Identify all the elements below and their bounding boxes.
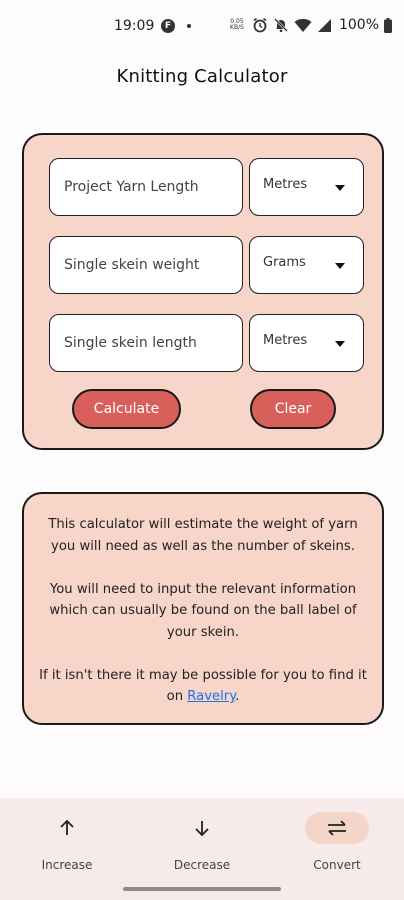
dropdown-selected-value: Metres xyxy=(263,333,308,348)
page-title: Knitting Calculator xyxy=(116,66,288,87)
nav-label: Convert xyxy=(313,858,361,872)
dropdown-selected-value: Metres xyxy=(263,177,308,192)
network-speed-indicator xyxy=(227,19,247,31)
alarm-icon xyxy=(252,17,268,33)
cellular-signal-icon xyxy=(317,18,332,33)
home-gesture-bar[interactable] xyxy=(123,887,281,891)
nav-icon-container-active xyxy=(305,812,369,844)
battery-icon xyxy=(384,18,392,33)
input-placeholder: Project Yarn Length xyxy=(64,179,199,195)
info-paragraph-suffix: . xyxy=(235,689,240,704)
info-paragraph: This calculator will estimate the weight of yarn you will need as well as the number of skeins. xyxy=(48,517,358,554)
single-skein-weight-input[interactable] xyxy=(49,236,243,294)
nav-icon-container xyxy=(170,812,234,844)
arrow-down-icon xyxy=(192,818,212,838)
dropdown-arrow-icon xyxy=(335,263,345,269)
project-yarn-length-unit-dropdown[interactable] xyxy=(249,158,364,216)
info-paragraph: You will need to input the relevant information which can usually be found on the ball label of your skein. xyxy=(49,581,357,640)
ravelry-link[interactable]: Ravelry xyxy=(187,689,236,704)
info-paragraph-text: If it isn't there it may be possible for you to find it on xyxy=(39,667,367,704)
nav-item-increase[interactable] xyxy=(7,812,127,872)
notification-app-icon: F xyxy=(161,19,175,33)
project-yarn-length-input[interactable] xyxy=(49,158,243,216)
nav-label: Decrease xyxy=(173,858,231,872)
single-skein-weight-unit-dropdown[interactable] xyxy=(249,236,364,294)
notifications-off-icon xyxy=(273,17,289,33)
clear-button[interactable]: Clear xyxy=(250,389,336,429)
info-paragraph xyxy=(38,665,368,708)
nav-item-convert[interactable] xyxy=(277,812,397,872)
info-card xyxy=(22,492,384,725)
arrow-up-icon xyxy=(57,818,77,838)
status-notification-icons xyxy=(161,19,191,33)
bottom-navigation xyxy=(0,798,404,900)
convert-icon xyxy=(325,819,349,837)
nav-icon-container xyxy=(35,812,99,844)
dropdown-arrow-icon xyxy=(335,185,345,191)
nav-label: Increase xyxy=(41,858,93,872)
input-placeholder: Single skein weight xyxy=(64,257,200,273)
status-bar xyxy=(0,0,404,56)
wifi-icon xyxy=(294,18,312,33)
dropdown-arrow-icon xyxy=(335,341,345,347)
calculator-card xyxy=(22,133,384,450)
status-time: 19:09 xyxy=(114,18,155,34)
calculate-button[interactable]: Calculate xyxy=(72,389,181,429)
network-speed-unit: KB/S xyxy=(230,24,244,31)
single-skein-length-unit-dropdown[interactable] xyxy=(249,314,364,372)
status-system-icons xyxy=(227,17,392,33)
battery-percentage: 100% xyxy=(338,17,379,33)
more-notifications-dot-icon xyxy=(187,24,191,28)
input-placeholder: Single skein length xyxy=(64,335,197,351)
network-speed-value: 0.05 xyxy=(230,18,244,25)
dropdown-selected-value: Grams xyxy=(263,255,306,270)
info-text xyxy=(38,514,368,708)
single-skein-length-input[interactable] xyxy=(49,314,243,372)
nav-item-decrease[interactable] xyxy=(142,812,262,872)
